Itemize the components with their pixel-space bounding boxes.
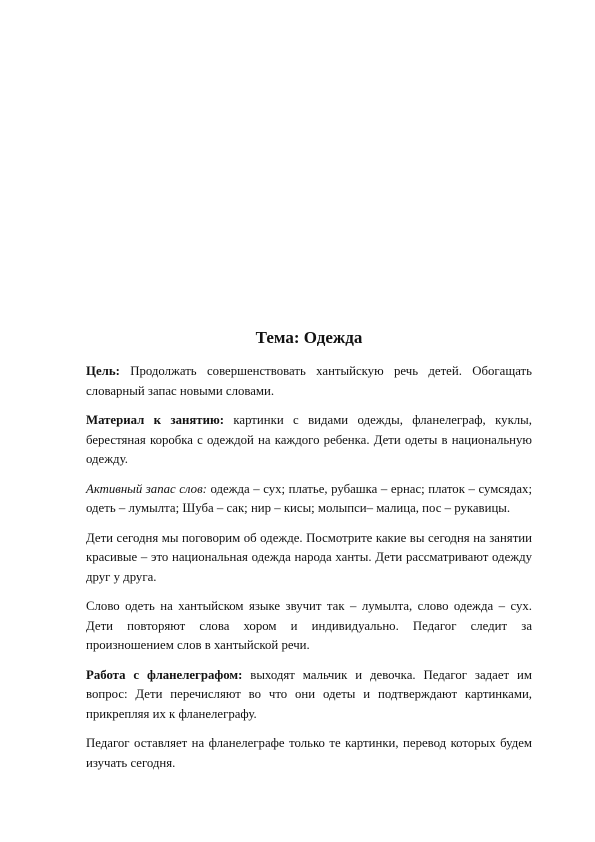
document-body xyxy=(86,328,532,783)
paragraph-text: Слово одеть на хантыйском языке звучит так – лумылта, слово одежда – сух. Дети повторяют слова хором и индивидуально. Педагог следит за произношением слов в хантыйской речи. xyxy=(86,599,532,652)
paragraph-flannelgraph xyxy=(86,666,532,725)
paragraph-intro xyxy=(86,529,532,588)
paragraph-label: Активный запас слов: xyxy=(86,481,207,496)
paragraph-text: картинки с видами одежды, фланелеграф, куклы, берестяная коробка с одеждой на каждого ребенка. Дети одеты в национальную одежду. xyxy=(86,413,532,466)
paragraph-word-practice xyxy=(86,597,532,656)
paragraph-text: Дети сегодня мы поговорим об одежде. Посмотрите какие вы сегодня на занятии красивые – это национальная одежда народа ханты. Дети рассматривают одежду друг у друга. xyxy=(86,530,532,584)
paragraph-text: одежда – сух; платье, рубашка – ернас; платок – сумсядах; одеть – лумылта; Шуба – сак; нир – кисы; молыпси– малица, пос – рукавицы. xyxy=(86,481,533,515)
paragraph-vocabulary xyxy=(86,480,532,519)
paragraph-label: Цель: xyxy=(86,364,120,378)
paragraph-label: Работа с фланелеграфом: xyxy=(86,667,243,682)
paragraph-text: выходят мальчик и девочка. Педагог задает им вопрос: Дети перечисляют во что они одеты и подтверждают картинками, прикрепляя их к фланелеграфу. xyxy=(86,667,532,721)
paragraph-label: Материал к занятию: xyxy=(86,413,224,427)
paragraph-goal xyxy=(86,362,532,401)
paragraph-text: Продолжать совершенствовать хантыйскую речь детей. Обогащать словарный запас новыми словами. xyxy=(86,364,532,398)
page-title: Тема: Одежда xyxy=(255,328,363,347)
paragraph-closing xyxy=(86,734,532,773)
paragraph-text: Педагог оставляет на фланелеграфе только те картинки, перевод которых будем изучать сегодня. xyxy=(86,736,532,770)
paragraph-materials xyxy=(86,411,532,470)
